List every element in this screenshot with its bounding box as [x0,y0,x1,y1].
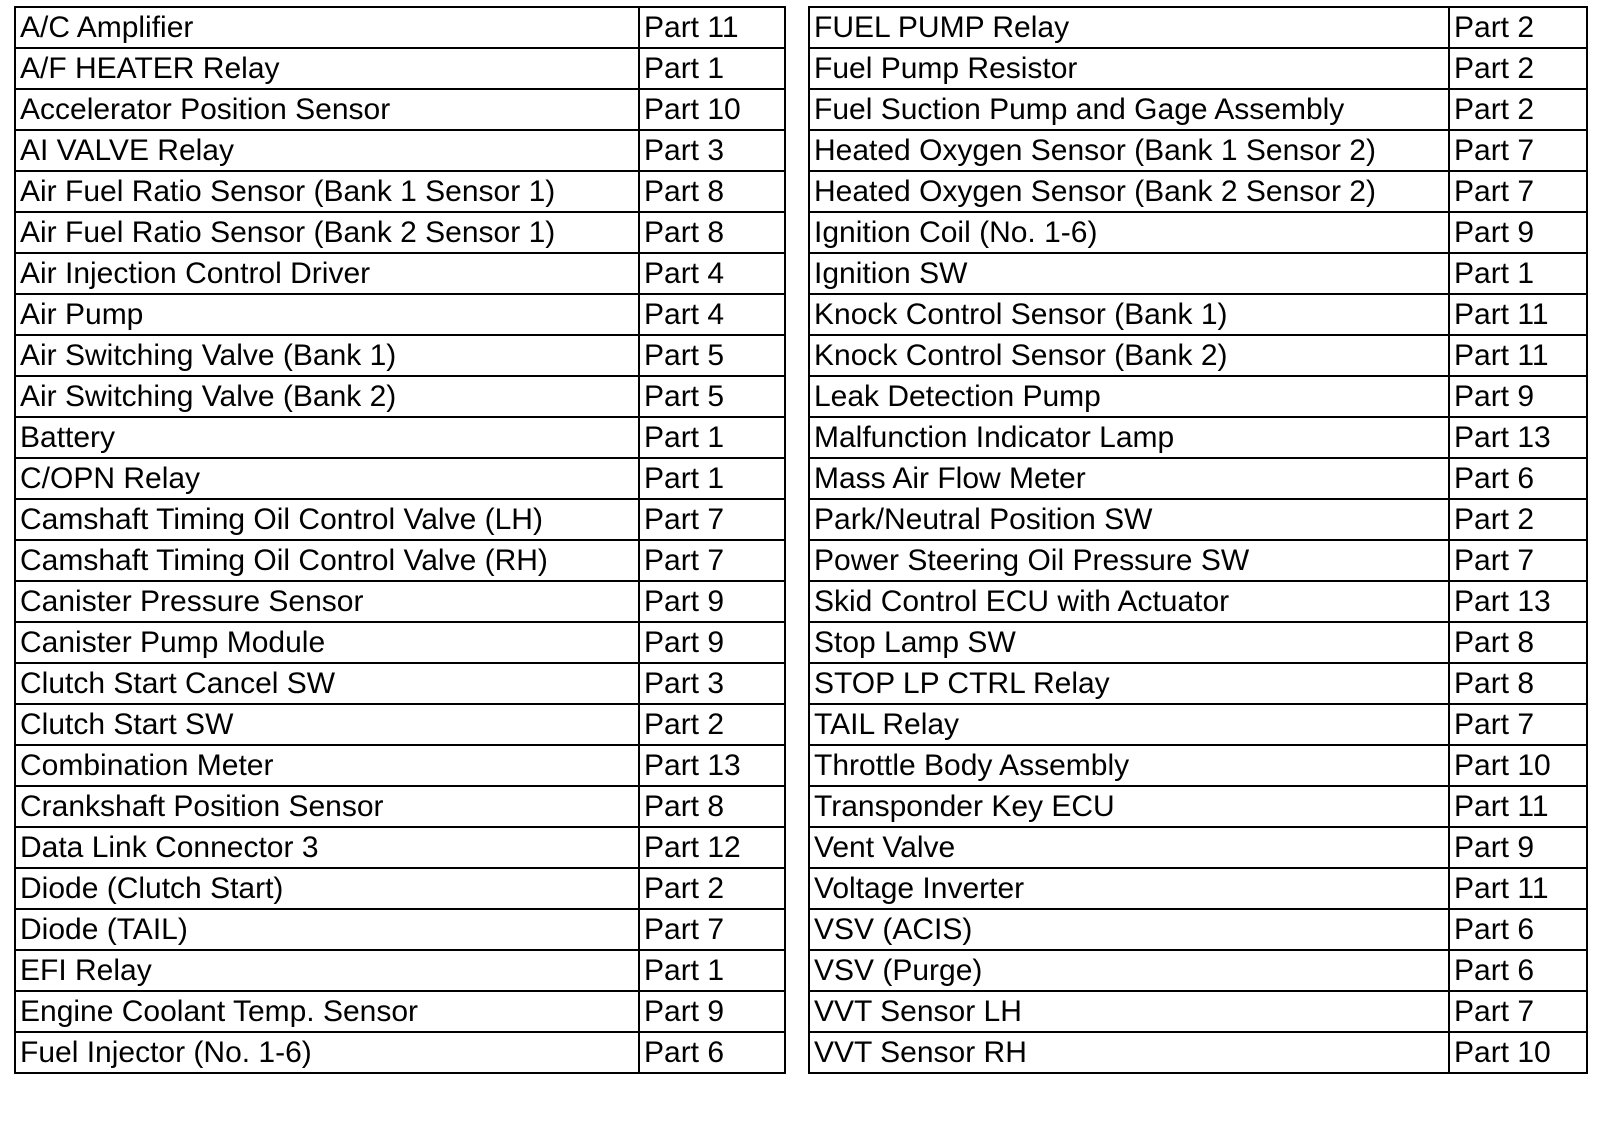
part-reference-cell: Part 6 [639,1032,785,1073]
table-row [809,335,1587,376]
table-row [15,376,785,417]
part-reference-cell: Part 9 [1449,376,1587,417]
part-reference-cell: Part 12 [639,827,785,868]
part-reference-cell: Part 2 [639,868,785,909]
table-row [809,7,1587,48]
component-name-cell: Air Switching Valve (Bank 1) [15,335,639,376]
part-reference-cell: Part 13 [1449,581,1587,622]
table-row [15,130,785,171]
part-reference-cell: Part 7 [639,540,785,581]
part-reference-cell: Part 9 [639,991,785,1032]
part-reference-cell: Part 5 [639,335,785,376]
component-name-cell: Air Injection Control Driver [15,253,639,294]
table-row [809,171,1587,212]
table-row [15,704,785,745]
part-reference-cell: Part 7 [639,499,785,540]
component-name-cell: Accelerator Position Sensor [15,89,639,130]
part-reference-cell: Part 8 [639,786,785,827]
component-name-cell: Ignition Coil (No. 1-6) [809,212,1449,253]
part-reference-cell: Part 1 [639,950,785,991]
component-name-cell: Camshaft Timing Oil Control Valve (LH) [15,499,639,540]
table-row [809,458,1587,499]
component-name-cell: FUEL PUMP Relay [809,7,1449,48]
component-name-cell: C/OPN Relay [15,458,639,499]
part-reference-cell: Part 6 [1449,950,1587,991]
part-reference-cell: Part 13 [1449,417,1587,458]
component-name-cell: Air Fuel Ratio Sensor (Bank 1 Sensor 1) [15,171,639,212]
part-reference-cell: Part 5 [639,376,785,417]
part-reference-cell: Part 6 [1449,458,1587,499]
part-reference-cell: Part 2 [639,704,785,745]
part-reference-cell: Part 4 [639,253,785,294]
table-row [15,909,785,950]
table-row [15,294,785,335]
table-row [809,48,1587,89]
component-name-cell: Leak Detection Pump [809,376,1449,417]
component-name-cell: A/F HEATER Relay [15,48,639,89]
table-row [809,704,1587,745]
part-reference-cell: Part 9 [639,622,785,663]
part-reference-cell: Part 11 [639,7,785,48]
component-name-cell: Crankshaft Position Sensor [15,786,639,827]
component-name-cell: Fuel Injector (No. 1-6) [15,1032,639,1073]
part-reference-cell: Part 9 [1449,827,1587,868]
component-name-cell: Knock Control Sensor (Bank 1) [809,294,1449,335]
component-name-cell: Park/Neutral Position SW [809,499,1449,540]
table-row [809,991,1587,1032]
part-reference-cell: Part 7 [1449,540,1587,581]
part-reference-cell: Part 13 [639,745,785,786]
table-row [809,540,1587,581]
component-name-cell: VVT Sensor LH [809,991,1449,1032]
table-row [809,253,1587,294]
part-reference-cell: Part 7 [1449,171,1587,212]
table-row [15,7,785,48]
component-name-cell: Stop Lamp SW [809,622,1449,663]
part-reference-cell: Part 8 [1449,663,1587,704]
component-name-cell: Battery [15,417,639,458]
component-name-cell: A/C Amplifier [15,7,639,48]
table-body-right [809,7,1587,1073]
part-reference-cell: Part 11 [1449,868,1587,909]
table-body-left [15,7,785,1073]
part-reference-cell: Part 3 [639,130,785,171]
part-reference-cell: Part 9 [1449,212,1587,253]
component-name-cell: Malfunction Indicator Lamp [809,417,1449,458]
component-name-cell: Mass Air Flow Meter [809,458,1449,499]
component-name-cell: Canister Pressure Sensor [15,581,639,622]
part-reference-cell: Part 8 [639,171,785,212]
component-name-cell: Air Fuel Ratio Sensor (Bank 2 Sensor 1) [15,212,639,253]
part-reference-cell: Part 11 [1449,335,1587,376]
part-reference-cell: Part 8 [639,212,785,253]
component-name-cell: Power Steering Oil Pressure SW [809,540,1449,581]
part-reference-cell: Part 7 [1449,991,1587,1032]
component-name-cell: Diode (Clutch Start) [15,868,639,909]
table-row [809,950,1587,991]
table-row [15,89,785,130]
component-name-cell: Transponder Key ECU [809,786,1449,827]
component-name-cell: Data Link Connector 3 [15,827,639,868]
part-reference-cell: Part 1 [639,417,785,458]
table-row [809,745,1587,786]
component-name-cell: Canister Pump Module [15,622,639,663]
table-row [809,294,1587,335]
table-row [809,663,1587,704]
table-row [809,89,1587,130]
part-reference-cell: Part 1 [639,458,785,499]
table-row [809,376,1587,417]
component-name-cell: Clutch Start SW [15,704,639,745]
part-reference-cell: Part 4 [639,294,785,335]
part-reference-cell: Part 1 [1449,253,1587,294]
component-name-cell: Engine Coolant Temp. Sensor [15,991,639,1032]
table-row [15,622,785,663]
table-row [15,950,785,991]
component-name-cell: Heated Oxygen Sensor (Bank 1 Sensor 2) [809,130,1449,171]
table-row [15,335,785,376]
component-name-cell: Air Switching Valve (Bank 2) [15,376,639,417]
part-reference-cell: Part 7 [1449,130,1587,171]
component-index-table-right [808,6,1588,1074]
part-reference-cell: Part 2 [1449,499,1587,540]
part-reference-cell: Part 11 [1449,294,1587,335]
component-name-cell: Camshaft Timing Oil Control Valve (RH) [15,540,639,581]
table-row [15,458,785,499]
table-row [15,663,785,704]
component-name-cell: Clutch Start Cancel SW [15,663,639,704]
part-reference-cell: Part 10 [1449,745,1587,786]
table-row [15,171,785,212]
component-name-cell: Fuel Suction Pump and Gage Assembly [809,89,1449,130]
table-row [15,786,785,827]
part-reference-cell: Part 2 [1449,48,1587,89]
part-reference-cell: Part 3 [639,663,785,704]
table-row [15,1032,785,1073]
table-row [809,1032,1587,1073]
component-name-cell: Throttle Body Assembly [809,745,1449,786]
component-name-cell: Diode (TAIL) [15,909,639,950]
component-name-cell: TAIL Relay [809,704,1449,745]
table-row [809,827,1587,868]
component-name-cell: EFI Relay [15,950,639,991]
table-row [809,909,1587,950]
part-reference-cell: Part 7 [639,909,785,950]
part-reference-cell: Part 7 [1449,704,1587,745]
table-row [809,622,1587,663]
part-reference-cell: Part 2 [1449,7,1587,48]
part-reference-cell: Part 10 [639,89,785,130]
component-name-cell: VVT Sensor RH [809,1032,1449,1073]
component-name-cell: Fuel Pump Resistor [809,48,1449,89]
component-name-cell: Combination Meter [15,745,639,786]
table-row [15,991,785,1032]
component-name-cell: Voltage Inverter [809,868,1449,909]
component-name-cell: STOP LP CTRL Relay [809,663,1449,704]
part-reference-cell: Part 6 [1449,909,1587,950]
table-row [15,540,785,581]
table-row [15,827,785,868]
table-row [809,786,1587,827]
part-reference-cell: Part 11 [1449,786,1587,827]
table-row [15,48,785,89]
part-reference-cell: Part 8 [1449,622,1587,663]
table-row [809,130,1587,171]
component-name-cell: VSV (Purge) [809,950,1449,991]
table-row [15,212,785,253]
component-name-cell: Ignition SW [809,253,1449,294]
part-reference-cell: Part 2 [1449,89,1587,130]
table-row [15,499,785,540]
table-row [809,868,1587,909]
component-name-cell: VSV (ACIS) [809,909,1449,950]
component-name-cell: Skid Control ECU with Actuator [809,581,1449,622]
table-row [15,417,785,458]
table-row [15,868,785,909]
table-row [15,581,785,622]
table-row [809,417,1587,458]
table-row [809,212,1587,253]
component-name-cell: AI VALVE Relay [15,130,639,171]
component-index-table-left [14,6,786,1074]
part-reference-cell: Part 1 [639,48,785,89]
component-name-cell: Vent Valve [809,827,1449,868]
component-name-cell: Heated Oxygen Sensor (Bank 2 Sensor 2) [809,171,1449,212]
component-name-cell: Air Pump [15,294,639,335]
part-reference-cell: Part 10 [1449,1032,1587,1073]
component-name-cell: Knock Control Sensor (Bank 2) [809,335,1449,376]
table-row [15,745,785,786]
table-row [809,581,1587,622]
table-row [15,253,785,294]
table-row [809,499,1587,540]
part-reference-cell: Part 9 [639,581,785,622]
